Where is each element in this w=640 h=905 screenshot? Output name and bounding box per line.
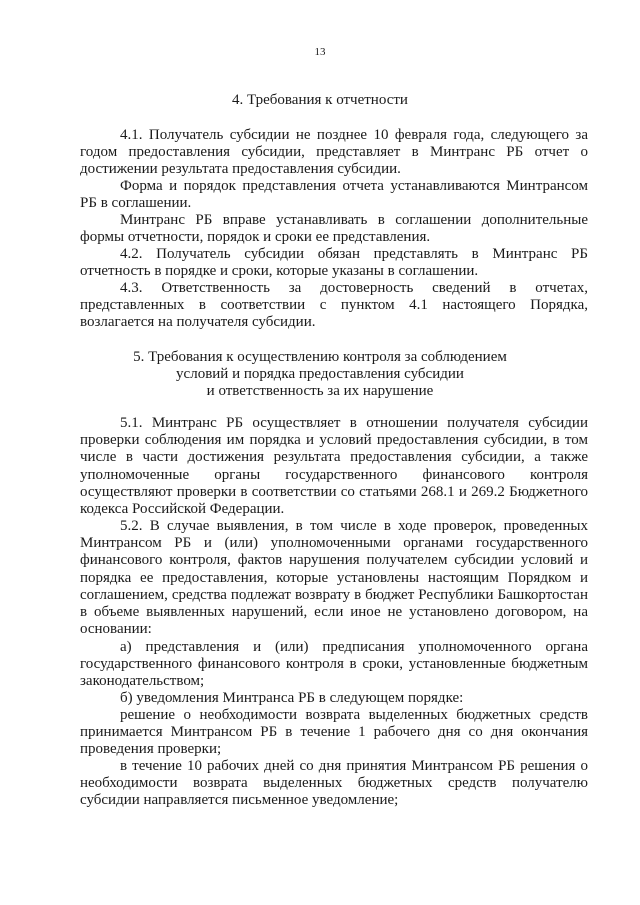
paragraph-4-3: 4.3. Ответственность за достоверность сведений в отчетах, представленных в соответствии с пунктом 4.1 настоящего Порядка, возлагается на получателя субсидии. [80, 280, 588, 331]
paragraph-5-2-b: б) уведомления Минтранса РБ в следующем порядке: [120, 690, 464, 706]
page-number: 13 [314, 46, 326, 58]
section-5-title [80, 349, 560, 400]
section-4-title: 4. Требования к отчетности [232, 92, 408, 108]
section-5-title-line-3: и ответственность за их нарушение [206, 383, 434, 399]
section-5-title-line-1: 5. Требования к осуществлению контроля за соблюдением [133, 349, 507, 365]
paragraph-5-2-decision: решение о необходимости возврата выделенных бюджетных средств принимается Минтрансом РБ в течение 1 рабочего дня со дня окончания проведения проверки; [80, 707, 588, 758]
paragraph-4-1-additional: Минтранс РБ вправе устанавливать в соглашении дополнительные формы отчетности, порядок и сроки ее представления. [80, 212, 588, 246]
paragraph-4-1: 4.1. Получатель субсидии не позднее 10 февраля года, следующего за годом предоставления субсидии, представляет в Минтранс РБ отчет о достижении результата предоставления субсидии. [80, 127, 588, 178]
paragraph-5-2: 5.2. В случае выявления, в том числе в ходе проверок, проведенных Минтрансом РБ и (или) уполномоченными органами государственного финансового контроля, фактов нарушения получателем субсидии условий и порядка ее предоставления, которые установлены настоящим Порядком и соглашением, средства подлежат возврату в бюджет Республики Башкортостан в объеме выявленных нарушений, если иное не установлено договором, на основании: [80, 518, 588, 638]
paragraph-5-1: 5.1. Минтранс РБ осуществляет в отношении получателя субсидии проверки соблюдения им порядка и условий предоставления субсидии, в том числе в части достижения результата предоставления субсидии, а также уполномоченные органы государственного финансового контроля осуществляют проверки в соответствии со статьями 268.1 и 269.2 Бюджетного кодекса Российской Федерации. [80, 415, 588, 518]
section-5-title-line-2: условий и порядка предоставления субсидии [176, 366, 464, 382]
paragraph-5-2-notice: в течение 10 рабочих дней со дня принятия Минтрансом РБ решения о необходимости возврата выделенных бюджетных средств получателю субсидии направляется письменное уведомление; [80, 758, 588, 809]
paragraph-4-2: 4.2. Получатель субсидии обязан представлять в Минтранс РБ отчетность в порядке и сроки, которые указаны в соглашении. [80, 246, 588, 280]
paragraph-4-1-form: Форма и порядок представления отчета устанавливаются Минтрансом РБ в соглашении. [80, 178, 588, 212]
paragraph-5-2-a: а) представления и (или) предписания уполномоченного органа государственного финансового контроля в сроки, установленные бюджетным законодательством; [80, 639, 588, 690]
